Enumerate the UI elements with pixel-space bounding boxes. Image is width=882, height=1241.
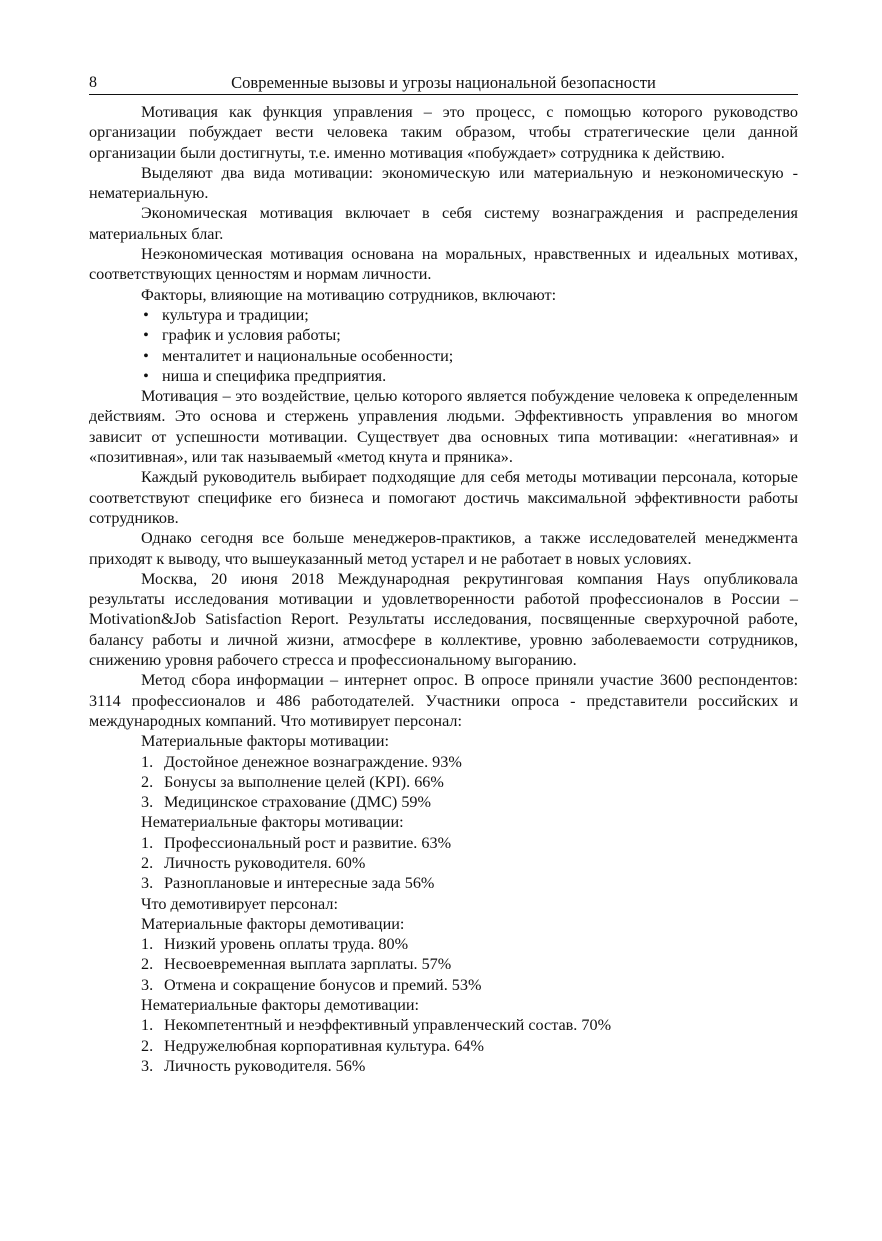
- paragraph: Факторы, влияющие на мотивацию сотрудников, включают:: [141, 285, 557, 304]
- item-number: 3.: [141, 1056, 154, 1075]
- item-text: Профессиональный рост и развитие. 63%: [164, 833, 452, 852]
- numbered-item: [141, 833, 798, 853]
- numbered-item: [141, 1056, 798, 1076]
- paragraph: Однако сегодня все больше менеджеров-практиков, а также исследователей менеджмента приходят к выводу, что вышеуказанный метод устарел и не работает в новых условиях.: [89, 529, 798, 568]
- paragraph: Москва, 20 июня 2018 Международная рекрутинговая компания Hays опубликовала результаты исследования мотивации и удовлетворенности работой профессионалов в России – Motivation&Job Satisfaction Report. Результаты исследования, посвященные сверхурочной работе, балансу работы и личной жизни, атмосфере в коллективе, уровню заболеваемости сотрудников, снижению уровня рабочего стресса и профессиональному выгоранию.: [89, 569, 798, 670]
- bullet-icon: •: [143, 305, 149, 324]
- item-text: Несвоевременная выплата зарплаты. 57%: [164, 955, 452, 974]
- item-text: Личность руководителя. 60%: [164, 853, 366, 872]
- item-text: Достойное денежное вознаграждение. 93%: [164, 752, 462, 771]
- item-text: Некомпетентный и неэффективный управленческий состав. 70%: [164, 1016, 612, 1035]
- item-text: Низкий уровень оплаты труда. 80%: [164, 935, 409, 954]
- bullet-item: [137, 325, 798, 345]
- numbered-item: [141, 1036, 798, 1056]
- numbered-item: [141, 772, 798, 792]
- bullet-text: график и условия работы;: [162, 326, 341, 345]
- paragraph: Неэкономическая мотивация основана на моральных, нравственных и идеальных мотивах, соответствующих ценностям и нормам личности.: [89, 245, 798, 284]
- item-number: 2.: [141, 1036, 154, 1055]
- item-number: 3.: [141, 975, 154, 994]
- paragraph: Мотивация – это воздействие, целью которого является побуждение человека к определенным действиям. Это основа и стержень управления людьми. Эффективность управления во многом зависит от успешности мотивации. Существует два основных типа мотивации: «негативная» и «позитивная», или так называемый «метод кнута и пряника».: [89, 387, 798, 467]
- item-number: 2.: [141, 772, 154, 791]
- paragraph: Мотивация как функция управления – это процесс, с помощью которого руководство организации побуждает вести человека таким образом, чтобы стратегические цели данной организации были достигнуты, т.е. именно мотивация «побуждает» сотрудника к действию.: [89, 103, 798, 162]
- bullet-list: [89, 305, 798, 386]
- item-text: Личность руководителя. 56%: [164, 1056, 366, 1075]
- item-text: Недружелюбная корпоративная культура. 64%: [164, 1036, 484, 1055]
- item-number: 1.: [141, 1016, 154, 1035]
- bullet-text: ниша и специфика предприятия.: [162, 366, 387, 385]
- numbered-item: [141, 934, 798, 954]
- bullet-icon: •: [143, 346, 149, 365]
- page-number: 8: [89, 74, 97, 91]
- item-number: 1.: [141, 752, 154, 771]
- item-number: 3.: [141, 793, 154, 812]
- page-header: [89, 72, 798, 95]
- list-heading: Материальные факторы демотивации:: [141, 914, 405, 933]
- numbered-item: [141, 752, 798, 772]
- item-text: Отмена и сокращение бонусов и премий. 53%: [164, 975, 482, 994]
- numbered-item: [141, 954, 798, 974]
- bullet-icon: •: [143, 326, 149, 345]
- bullet-item: [137, 346, 798, 366]
- numbered-item: [141, 1015, 798, 1035]
- item-text: Разноплановые и интересные зада 56%: [164, 874, 435, 893]
- bullet-text: менталитет и национальные особенности;: [162, 346, 454, 365]
- item-number: 1.: [141, 935, 154, 954]
- bullet-item: [137, 366, 798, 386]
- numbered-item: [141, 975, 798, 995]
- numbered-item: [141, 853, 798, 873]
- item-number: 3.: [141, 874, 154, 893]
- numbered-item: [141, 792, 798, 812]
- document-body: [89, 102, 798, 1076]
- paragraph: Выделяют два вида мотивации: экономическую или материальную и неэкономическую - нематериальную.: [89, 163, 798, 203]
- item-number: 1.: [141, 833, 154, 852]
- item-number: 2.: [141, 955, 154, 974]
- paragraph: Экономическая мотивация включает в себя систему вознаграждения и распределения материальных благ.: [89, 204, 798, 243]
- list-heading: Нематериальные факторы демотивации:: [141, 996, 420, 1015]
- item-text: Медицинское страхование (ДМС) 59%: [164, 793, 431, 812]
- list-heading: Что демотивирует персонал:: [141, 894, 338, 913]
- list-heading: Нематериальные факторы мотивации:: [141, 813, 404, 832]
- bullet-text: культура и традиции;: [162, 305, 309, 324]
- bullet-icon: •: [143, 366, 149, 385]
- list-heading: Материальные факторы мотивации:: [141, 732, 389, 751]
- bullet-item: [137, 305, 798, 325]
- running-title: Современные вызовы и угрозы национальной безопасности: [231, 73, 656, 92]
- paragraph: Метод сбора информации – интернет опрос. В опросе приняли участие 3600 респондентов: 3114 профессионалов и 486 работодателей. Участники опроса - представители российских и международных компаний. Что мотивирует персонал:: [89, 671, 798, 730]
- item-text: Бонусы за выполнение целей (KPI). 66%: [164, 772, 444, 791]
- paragraph: Каждый руководитель выбирает подходящие для себя методы мотивации персонала, которые соответствуют специфике его бизнеса и помогают достичь максимальной эффективности работы сотрудников.: [89, 468, 798, 527]
- item-number: 2.: [141, 853, 154, 872]
- numbered-item: [141, 873, 798, 893]
